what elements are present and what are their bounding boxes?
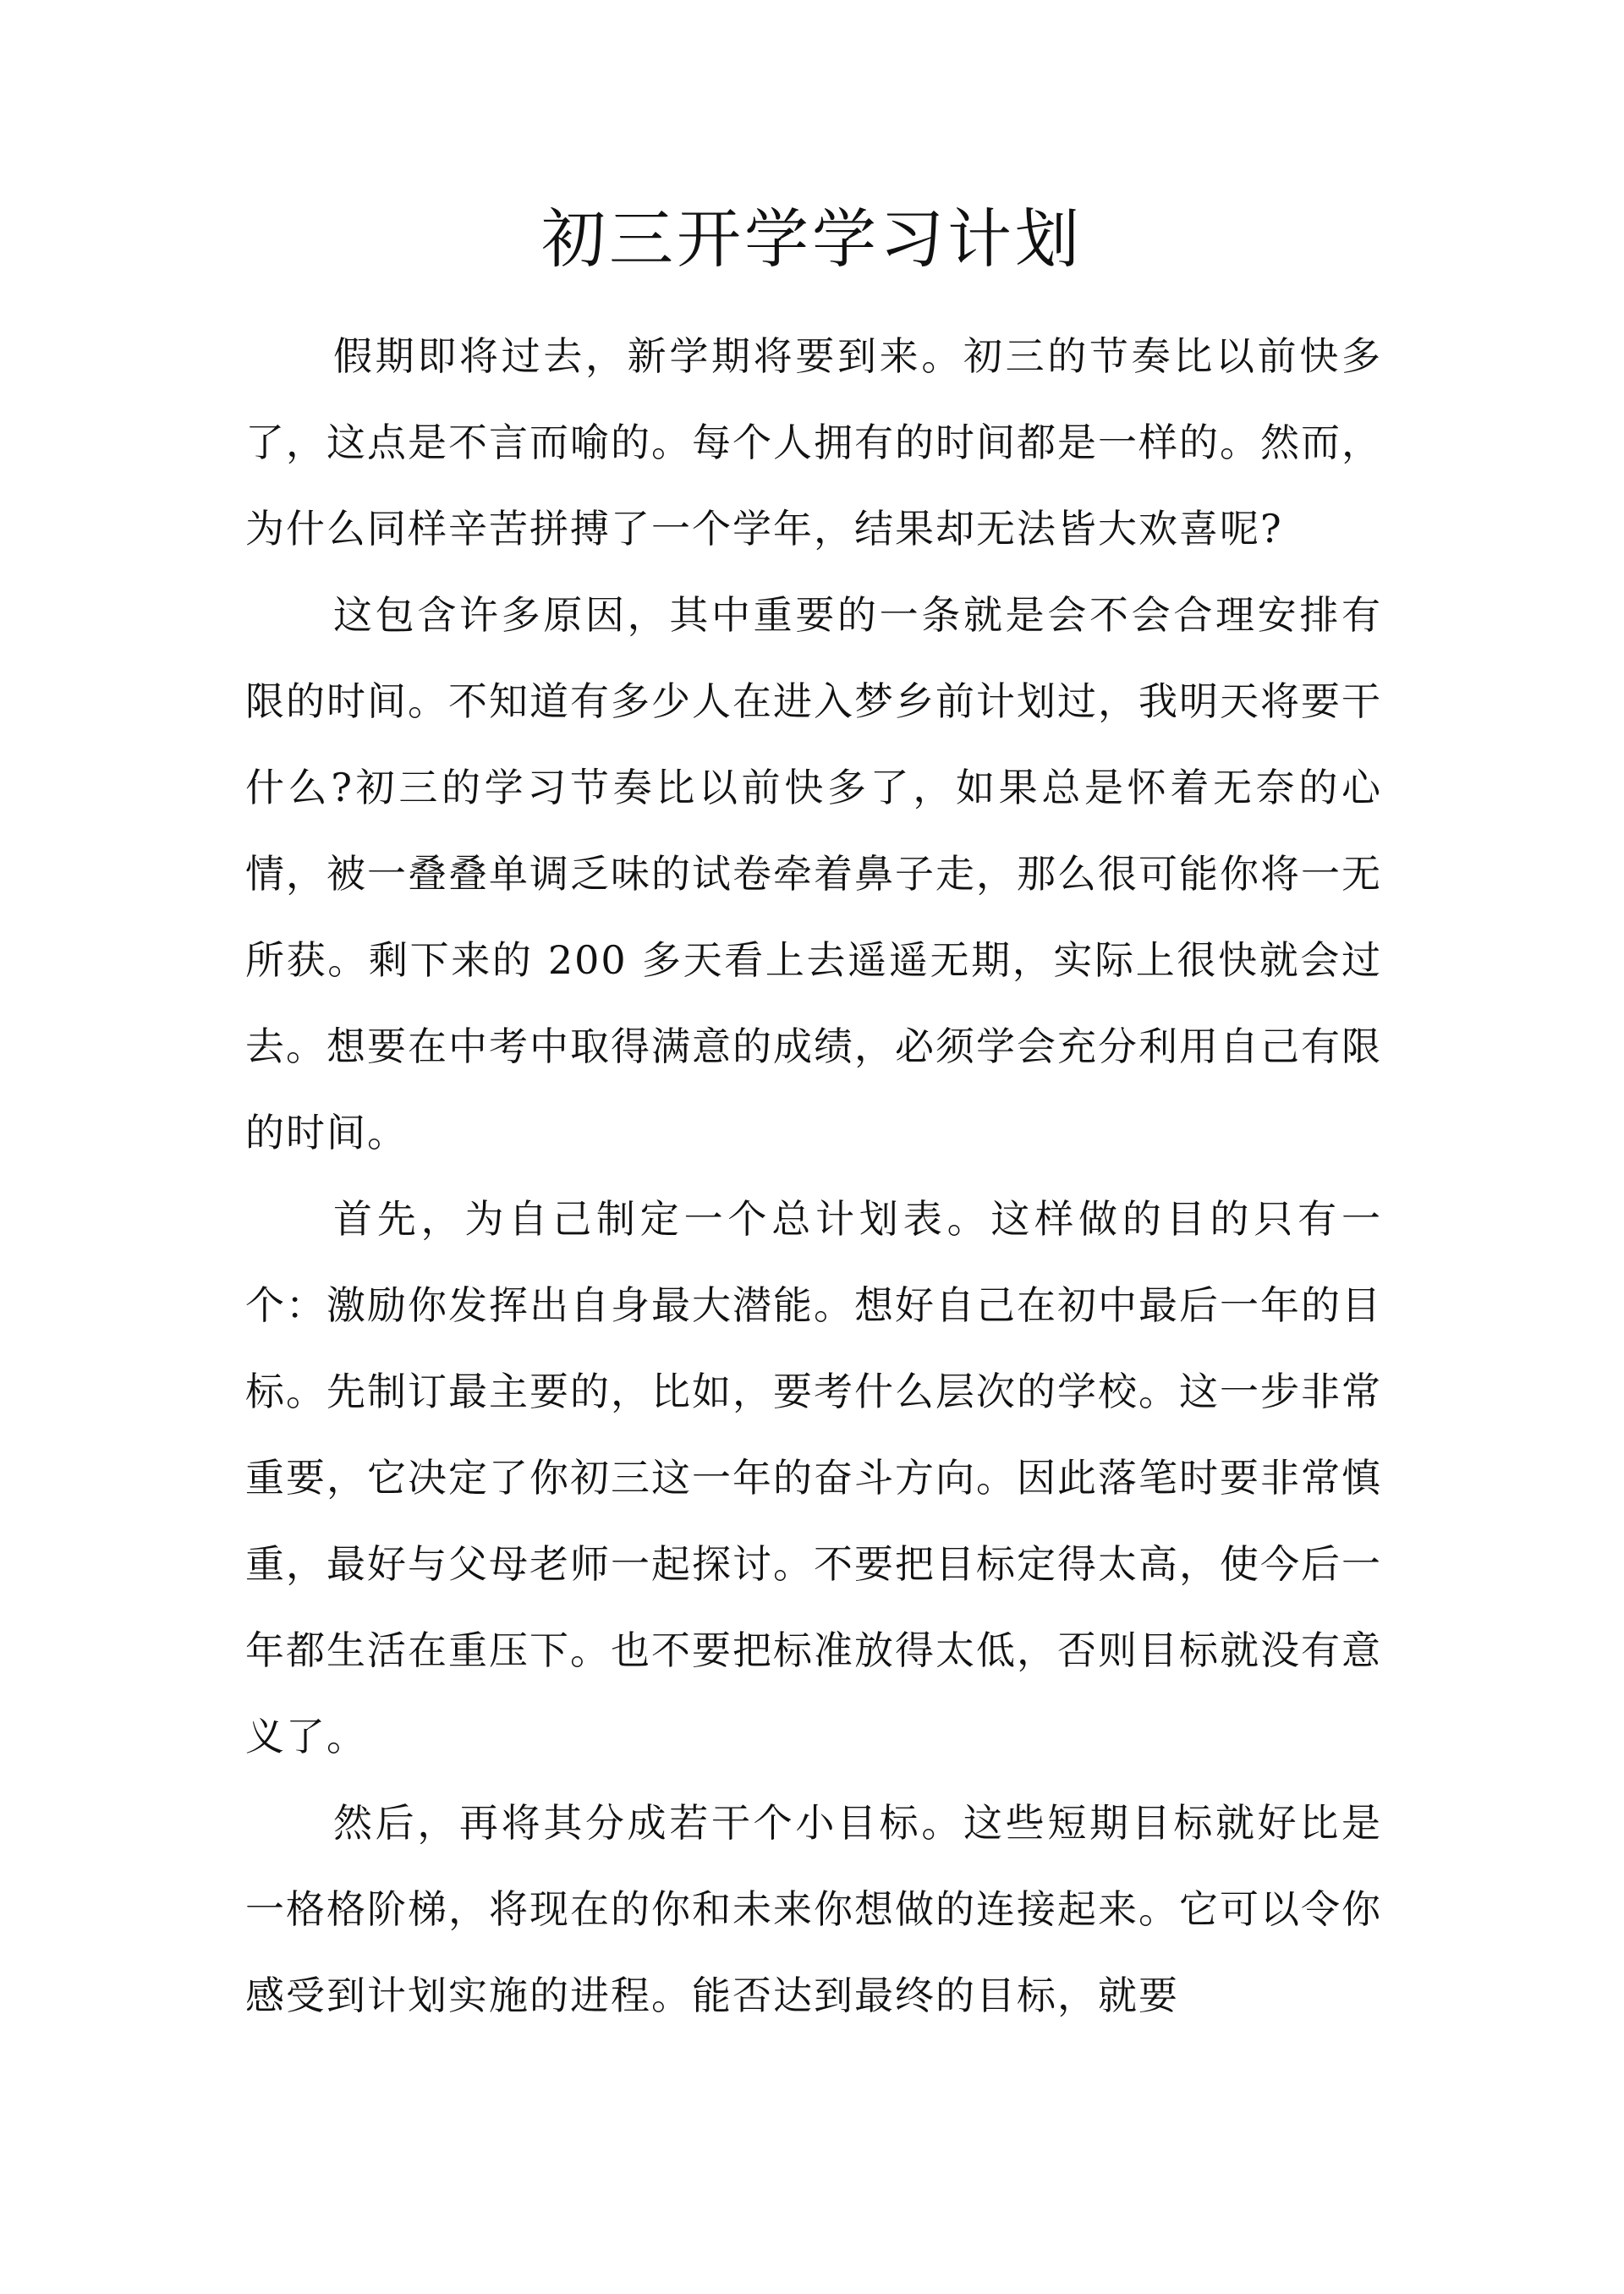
document-body — [245, 313, 1382, 2039]
paragraph-4: 然后，再将其分成若干个小目标。这些短期目标就好比是一格格阶梯，将现在的你和未来你想做的连接起来。它可以令你感受到计划实施的进程。能否达到最终的目标，就要 — [245, 1800, 1382, 2018]
paragraph-3: 首先，为自己制定一个总计划表。这样做的目的只有一个：激励你发挥出自身最大潜能。想好自己在初中最后一年的目标。先制订最主要的，比如，要考什么层次的学校。这一步非常重要，它决定了你初三这一年的奋斗方向。因此落笔时要非常慎重，最好与父母老师一起探讨。不要把目标定得太高，使今后一年都生活在重压下。也不要把标准放得太低，否则目标就没有意义了。 — [245, 1196, 1382, 1759]
paragraph-1: 假期即将过去，新学期将要到来。初三的节奏比以前快多了，这点是不言而喻的。每个人拥有的时间都是一样的。然而，为什么同样辛苦拼搏了一个学年，结果却无法皆大欢喜呢? — [245, 333, 1382, 552]
document-title: 初三开学学习计划 — [541, 201, 1083, 277]
paragraph-2: 这包含许多原因，其中重要的一条就是会不会合理安排有限的时间。不知道有多少人在进入梦乡前计划过，我明天将要干什么?初三的学习节奏比以前快多了，如果总是怀着无奈的心情，被一叠叠单调乏味的试卷牵着鼻子走，那么很可能你将一无所获。剩下来的 200 多天看上去遥遥无期，实际上很快就会过去。想要在中考中取得满意的成绩，必须学会充分利用自己有限的时间。 — [245, 592, 1382, 1155]
